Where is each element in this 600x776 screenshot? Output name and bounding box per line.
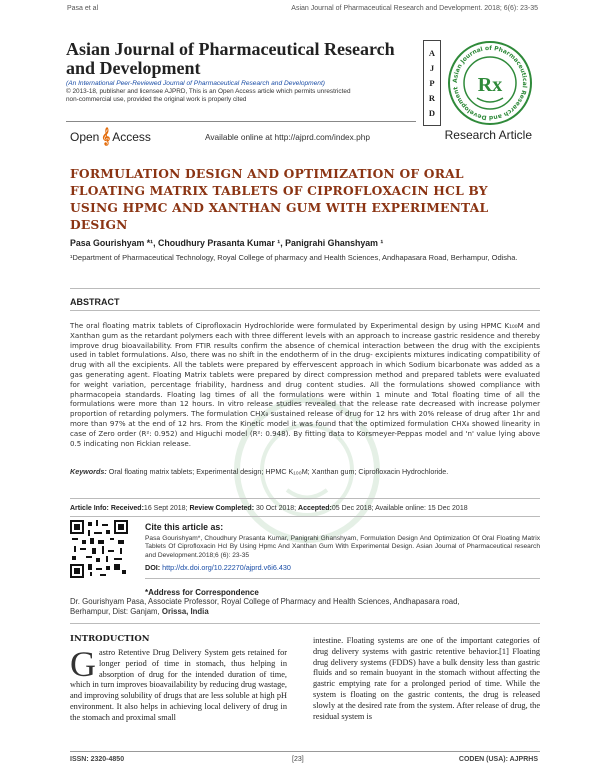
open-text: Open (70, 129, 100, 144)
info-divider-bottom (70, 516, 540, 517)
acronym-letter: J (429, 62, 435, 73)
journal-subtitle: (An International Peer-Reviewed Journal of Pharmaceutical Research and Development) (66, 80, 326, 87)
introduction-column-left (70, 644, 287, 724)
acronym-letter: R (428, 93, 436, 104)
footer-divider (70, 751, 540, 752)
introduction-heading: INTRODUCTION (70, 634, 150, 644)
accepted-label: Accepted: (298, 505, 332, 512)
correspondence-divider (70, 623, 540, 624)
acronym-letter: A (428, 47, 436, 58)
keywords-label: Keywords: (70, 467, 107, 476)
drop-cap: G (70, 644, 96, 684)
info-divider-top (70, 498, 540, 499)
review-label: Review Completed: (189, 505, 255, 512)
journal-acronym-box (423, 40, 441, 126)
citation-text: Pasa Gourishyam*, Choudhury Prasanta Kumar, Panigrahi Ghanshyam, Formulation Design And Optimization Of Oral Floating Matrix Tablets Of Ciprofloxacin Hcl By Using Hpmc And Xanthan Gum With Experimental Design. Asian Journal of Pharmaceutical research and Development.2018;6 (6): 23-35 (145, 535, 540, 559)
qr-code-icon[interactable] (70, 520, 128, 578)
abstract-heading: ABSTRACT (70, 297, 120, 307)
introduction-column-right: intestine. Floating systems are one of the important categories of drug delivery systems with gastric retentive behavior.[1] Floating drug delivery systems (FDDS) have a bulk density less than gastric fluids and so remain buoyant in the stomach without affecting the gastric emptying rate for a prolonged period of time. While the system is floating on the gastric contents, the drug is released slowly at the desired rate from the system. After release of drug, the residual system is (313, 636, 540, 721)
section-divider (70, 288, 540, 289)
license-line-1: © 2013-18, publisher and licensee AJPRD, This is an Open Access article which permits unrestricted (66, 88, 351, 95)
keywords (70, 467, 540, 477)
open-access-lock-icon: 𝄞 (101, 128, 111, 145)
seal-ring-text: Asian Journal of Pharmaceutical Research and Development (451, 44, 529, 122)
journal-title: Asian Journal of Pharmaceutical Research and Development (66, 39, 395, 78)
intro-left-text: astro Retentive Drug Delivery System gets retained for longer period of time in stomach, thus helping in absorption of drug for the intended duration of time, which in turn improves bioavailability by reducing drug wastage, and improving solubility of drugs that are less soluble at high pH environment. It also helps in achieving local delivery of drug in the stomach and proximal small (70, 648, 287, 722)
cite-divider (145, 578, 540, 579)
license-line-2: non-commercial use, provided the original work is properly cited (66, 96, 247, 103)
journal-seal-logo (447, 40, 533, 126)
footer-coden: CODEN (USA): AJPRHS (458, 756, 538, 763)
doi-link[interactable]: http://dx.doi.org/10.22270/ajprd.v6i6.430 (162, 563, 291, 572)
correspondence-location: Orissa, India (161, 606, 209, 616)
correspondence-line-1: Dr. Gourishyam Pasa, Associate Professor, Royal College of Pharmacy and Health Sciences, Andhapasara road, (70, 597, 460, 606)
article-title: FORMULATION DESIGN AND OPTIMIZATION OF ORAL FLOATING MATRIX TABLETS OF CIPROFLOXACIN HCL BY USING HPMC AND XANTHAN GUM WITH EXPERIMENTAL DESIGN (70, 166, 489, 232)
correspondence-address (70, 597, 540, 616)
cite-heading: Cite this article as: (145, 522, 224, 532)
article-info-label: Article Info: (70, 505, 109, 512)
author-list: Pasa Gourishyam *¹, Choudhury Prasanta Kumar ¹, Panigrahi Ghanshyam ¹ (70, 238, 384, 248)
review-date: 30 Oct 2018; (256, 505, 297, 512)
access-text: Access (112, 129, 151, 144)
doi-line (145, 563, 291, 572)
correspondence-line-2: Berhampur, Dist: Ganjam, (70, 606, 162, 616)
affiliation: ¹Department of Pharmaceutical Technology, Royal College of pharmacy and Health Sciences, Andhapasara Road, Berhampur, Odisha. (70, 253, 518, 262)
abstract-divider (70, 310, 540, 311)
received-date: 16 Sept 2018; (143, 505, 188, 512)
footer-page-number: [23] (292, 756, 304, 763)
online-date: Available online: 15 Dec 2018 (375, 505, 468, 512)
doi-label: DOI: (145, 563, 161, 572)
correspondence-heading: *Address for Correspondence (145, 588, 259, 597)
open-access-label (70, 128, 151, 145)
article-type: Research Article (444, 128, 532, 142)
journal-banner (66, 40, 416, 112)
available-online-link[interactable]: Available online at http://ajprd.com/index.php (205, 132, 370, 142)
running-header-authors: Pasa et al (67, 5, 99, 12)
footer-issn: ISSN: 2320-4850 (70, 756, 125, 763)
acronym-letter: D (428, 108, 436, 119)
banner-divider (66, 121, 416, 122)
abstract-body: The oral floating matrix tablets of Ciprofloxacin Hydrochloride were formulated by Experimental design by using HPMC K₁₀₀M and Xanthan gum as the retardant polymers each with three different levels with an approach to increase gastric residence and thereby improve drug bioavailability. From FTIR results confirm the absence of chemical interaction between the drug with the excipients used in tablet formulations. Also, there was no shift in the endotherm of in the drug- excipients mixtures indicating compatibility of drug with all the excipients. All the tablets were prepared by effervescent approach in which Sodium bicarbonate was added as a gas generating agent. Floating Matrix tablets were prepared by direct compression method and prepared tablets were evaluated for weight variation, percentage friability, hardness and drug content studies. All the formulations showed compliance with pharmacopeia standards. Floating lag times of all the formulations were within 1 minute and Total floating time of all the formulations were more than 12 hours. In vitro release studies revealed that the release rate decreased with increase polymer proportion of retarding polymers. The formulation CHX₈ sustained release of drug for 12 hrs with 20% release of drug after 1hr and more than 97% at the end of 12 hrs. From the Kinetic model it was found that the optimized formulation CHX₈ showed linearity in case of Zero order (R²: 0.952) and Higuchi model (R²: 0.948). By fitting data to Korsmeyer-Peppas model and 'n' value lying above 0.5 indicating non Fickian release. (70, 321, 540, 448)
accepted-date: 05 Dec 2018; (331, 505, 374, 512)
article-info (70, 505, 468, 512)
seal-rx-symbol: Rx (477, 74, 503, 96)
keywords-list: Oral floating matrix tablets; Experimental design; HPMC K₁₀₀M; Xanthan gum; Ciprofloxacin Hydrochloride. (106, 467, 449, 476)
received-label: Received: (110, 505, 144, 512)
acronym-letter: P (429, 77, 435, 88)
running-header-journal: Asian Journal of Pharmaceutical Research and Development. 2018; 6(6): 23-35 (291, 5, 538, 12)
